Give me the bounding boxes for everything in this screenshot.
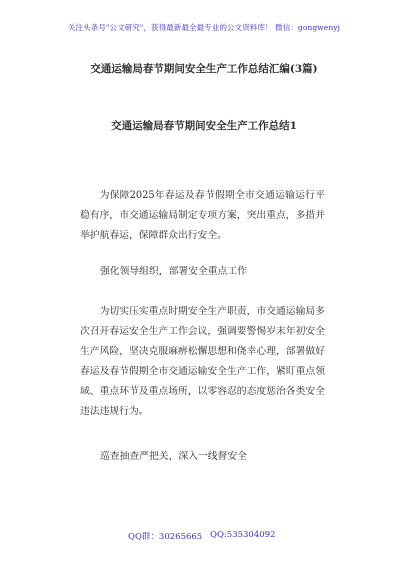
document-title: 交通运输局春节期间安全生产工作总结汇编(3篇) bbox=[90, 63, 318, 75]
qq-contact-number: QQ:535304092 bbox=[210, 530, 276, 540]
body-paragraph: 为切实压实重点时期安全生产职责，市交通运输局多次召开春运安全生产工作会议，强调要警惕岁末年初安全生产风险，坚决克服麻痹松懈思想和侥幸心理，部署做好春运及春节假期全市交通运输安全生产工作，紧盯重点领域、重点环节及重点场所，以零容忍的态度惩治各类安全违法违规行为。 bbox=[80, 306, 325, 417]
subheading: 巡查抽查严把关，深入一线督安全 bbox=[100, 451, 247, 462]
promo-banner: 关注头条号"公文研究"，获得最新最全最专业的公文资料库！ 微信：gongwenyj bbox=[67, 23, 341, 32]
body-paragraph: 为保障2025年春运及春节假期全市交通运输运行平稳有序，市交通运输局制定专项方案，突出重点，多措并举护航春运，保障群众出行安全。 bbox=[80, 190, 325, 241]
subheading: 强化领导组织，部署安全重点工作 bbox=[100, 266, 247, 277]
qq-group-number: QQ群：30265665 bbox=[128, 532, 203, 542]
section-title: 交通运输局春节期间安全生产工作总结1 bbox=[111, 120, 297, 132]
